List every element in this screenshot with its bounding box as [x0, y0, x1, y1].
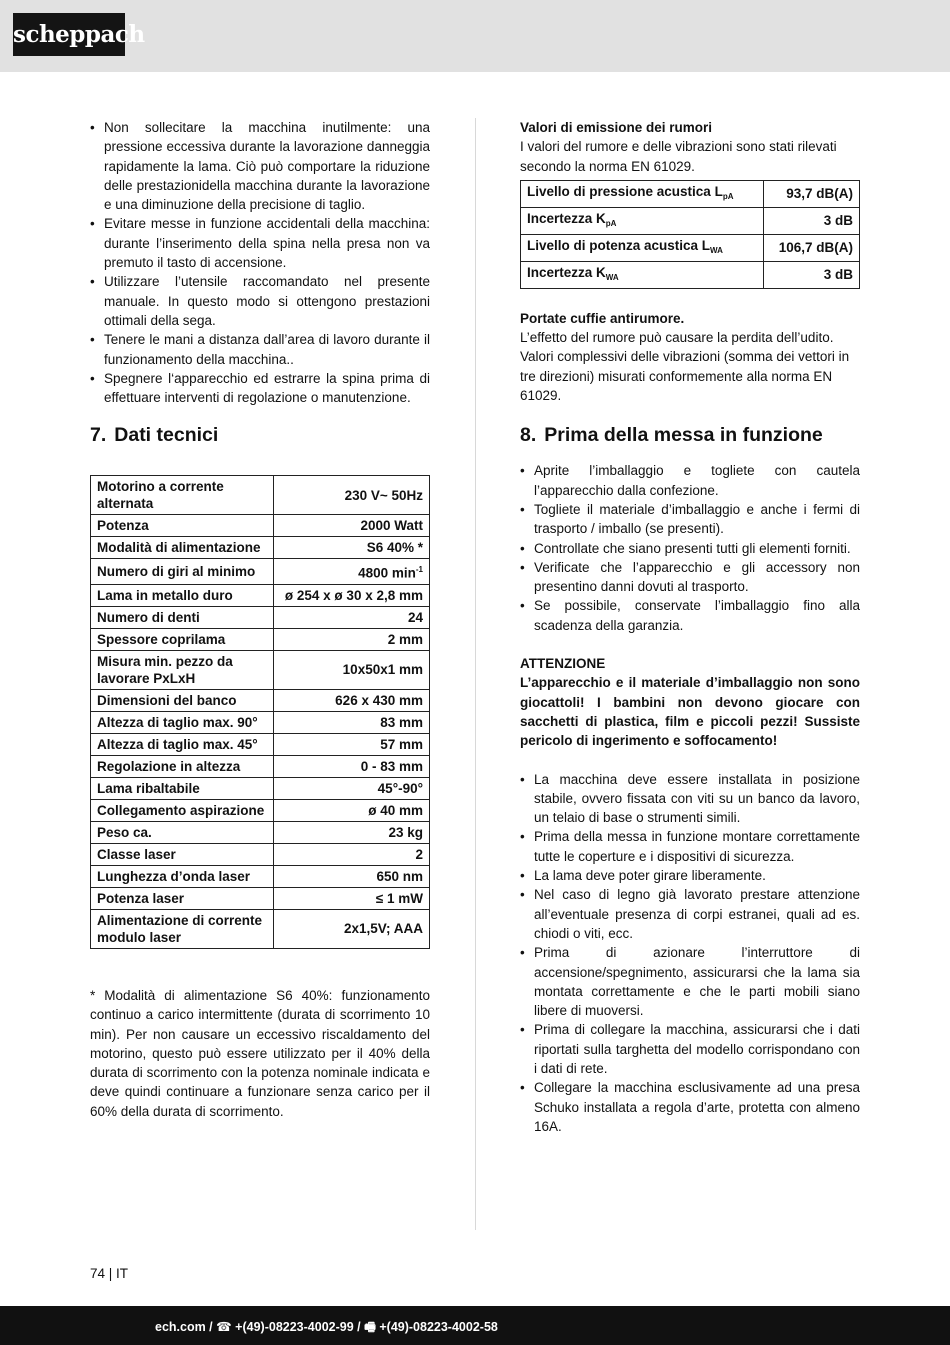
table-row: [91, 584, 430, 606]
list-item: • Verificate che l’apparecchio e gli accessory non presentino danni dovuti al trasporto.: [520, 558, 860, 597]
list-item: • Controllate che siano presenti tutti gli elementi forniti.: [520, 539, 860, 558]
ear-protection-text: L’effetto del rumore può causare la perdita dell’udito. Valori complessivi delle vibrazioni (somma dei vettori in tre direzioni) misurati conformemente alla norma EN 61029.: [520, 330, 850, 404]
warning-heading: ATTENZIONE: [520, 656, 606, 672]
noise-heading: Valori di emissione dei rumori: [520, 120, 713, 135]
table-row: [91, 887, 430, 909]
right-column: [520, 118, 860, 1136]
noise-label-text: Incertezza K: [527, 210, 606, 226]
noise-label: [521, 207, 764, 234]
list-item: • Se possibile, conservate l’imballaggio fino alla scadenza della garanzia.: [520, 596, 860, 635]
spec-value-text: 10x50x1 mm: [342, 662, 423, 678]
page-footer: [0, 1306, 950, 1345]
list-item: • Nel caso di legno già lavorato prestare attenzione all’eventuale presenza di corpi estranei, quali ad es. chiodi o viti, ecc.: [520, 885, 860, 943]
spec-label: Potenza laser: [91, 887, 274, 909]
technical-data-table: [90, 475, 430, 949]
section-8-heading: [520, 423, 860, 447]
spec-value: [274, 799, 430, 821]
spec-label: Dimensioni del banco: [91, 689, 274, 711]
spec-value-text: 626 x 430 mm: [335, 692, 423, 708]
unit-exponent: -1: [415, 565, 423, 575]
table-row: [91, 537, 430, 559]
spec-value-text: 24: [407, 609, 423, 625]
noise-value: 93,7 dB(A): [764, 180, 860, 207]
spec-value: [274, 821, 430, 843]
spec-value: [274, 584, 430, 606]
noise-label: [521, 261, 764, 288]
spec-label: Lunghezza d’onda laser: [91, 865, 274, 887]
section-number: 8.: [520, 424, 537, 447]
noise-value: 3 dB: [764, 207, 860, 234]
spec-label: Spessore coprilama: [91, 628, 274, 650]
spec-value-text: 650 nm: [376, 868, 423, 884]
list-item: • Prima di collegare la macchina, assicurarsi che i dati riportati sulla targhetta del modello corrispondano con i dati di rete.: [520, 1020, 860, 1078]
table-row: [521, 207, 860, 234]
table-row: [91, 650, 430, 689]
table-row: [91, 821, 430, 843]
spec-value-text: 2: [415, 846, 423, 862]
spec-value: [274, 777, 430, 799]
page-number: 74 | IT: [90, 1266, 129, 1281]
noise-label-text: Livello di potenza acustica L: [527, 237, 711, 253]
spec-value: [274, 755, 430, 777]
spec-value: [274, 711, 430, 733]
noise-label-subscript: WA: [710, 245, 723, 255]
installation-bullet-list: [520, 770, 860, 1137]
table-row: [91, 755, 430, 777]
spec-value-text: 45°-90°: [377, 780, 423, 796]
operating-mode-footnote: * Modalità di alimentazione S6 40%: funzionamento continuo a carico intermittente (durata di scorrimento 10 min). Per non causare un eccessivo riscaldamento del motorino, questo può essere utilizzato per il 40% della durata di scorrimento con la potenza nominale indicata e deve quindi continuare a funzionare senza carico per il 60% della durata di scorrimento.: [90, 987, 430, 1119]
list-item: • Spegnere l‘apparecchio ed estrarre la spina prima di effettuare interventi di regolazione o manutenzione.: [90, 369, 430, 408]
noise-label-text: Incertezza K: [527, 264, 606, 280]
noise-label: [521, 180, 764, 207]
spec-value: [274, 843, 430, 865]
table-row: [91, 711, 430, 733]
noise-value: 106,7 dB(A): [764, 234, 860, 261]
table-row: [521, 180, 860, 207]
list-item: • Aprite l’imballaggio e togliete con cautela l’apparecchio dalla confezione.: [520, 461, 860, 500]
spec-value: [274, 515, 430, 537]
spec-value: [274, 559, 430, 585]
spec-value-text: 2000 Watt: [360, 518, 423, 534]
column-divider: [475, 118, 476, 1230]
spec-value-text: 83 mm: [380, 714, 423, 730]
section-number: 7.: [90, 424, 107, 447]
list-item: • Tenere le mani a distanza dall’area di lavoro durante il funzionamento della macchina..: [90, 330, 430, 369]
table-row: [91, 606, 430, 628]
table-row: [91, 559, 430, 585]
spec-label: Altezza di taglio max. 45°: [91, 733, 274, 755]
list-item: • Prima della messa in funzione montare correttamente tutte le coperture e i dispositivi di sicurezza.: [520, 827, 860, 866]
warning-text: L’apparecchio e il materiale d’imballaggio non sono giocattoli! I bambini non devono giocare con sacchetti di plastica, film e piccoli pezzi! Sussiste pericolo di ingerimento e soffocamento!: [520, 675, 860, 749]
table-row: [521, 261, 860, 288]
spec-label: Lama in metallo duro: [91, 584, 274, 606]
footer-contact: ech.com / ☎ +(49)-08223-4002-99 / 🖷 +(49)-08223-4002-58: [155, 1320, 498, 1334]
table-row: [521, 234, 860, 261]
noise-label: [521, 234, 764, 261]
list-item: • Non sollecitare la macchina inutilmente: una pressione eccessiva durante la lavorazione danneggia rapidamente la lama. Ciò può comportare la riduzione delle prestazionidella macchina durante la lavorazione e una diminuzione della precisione di taglio.: [90, 118, 430, 214]
list-item: • Togliete il materiale d’imballaggio e anche i fermi di trasporto / imballo (se presenti).: [520, 500, 860, 539]
list-item: • Collegare la macchina esclusivamente ad una presa Schuko installata a regola d’arte, protetta con almeno 16A.: [520, 1078, 860, 1136]
spec-label: Motorino a corrente alternata: [91, 476, 274, 515]
left-column: [90, 118, 430, 1121]
table-row: [91, 628, 430, 650]
table-row: [91, 909, 430, 948]
spec-label: Numero di giri al minimo: [91, 559, 274, 585]
noise-label-subscript: pA: [605, 218, 617, 228]
list-item: • Utilizzare l’utensile raccomandato nel presente manuale. In questo modo si ottengono prestazioni ottimali della sega.: [90, 272, 430, 330]
noise-value: 3 dB: [764, 261, 860, 288]
spec-value-text: 4800 min: [358, 565, 416, 581]
section-7-heading: [90, 423, 430, 447]
spec-label: Classe laser: [91, 843, 274, 865]
spec-label: Collegamento aspirazione: [91, 799, 274, 821]
spec-label: Misura min. pezzo da lavorare PxLxH: [91, 650, 274, 689]
section-title: Prima della messa in funzione: [544, 424, 823, 447]
table-row: [91, 733, 430, 755]
spec-value: [274, 689, 430, 711]
spec-value-text: ≤ 1 mW: [375, 890, 423, 906]
spec-value: [274, 606, 430, 628]
noise-intro: I valori del rumore e delle vibrazioni sono stati rilevati secondo la norma EN 61029.: [520, 139, 837, 174]
section-title: Dati tecnici: [114, 424, 219, 447]
spec-label: Lama ribaltabile: [91, 777, 274, 799]
spec-value: [274, 476, 430, 515]
spec-value-text: 57 mm: [380, 736, 423, 752]
spec-value: [274, 650, 430, 689]
unpacking-bullet-list: [520, 461, 860, 635]
spec-label: Peso ca.: [91, 821, 274, 843]
spec-value: [274, 733, 430, 755]
spec-value-text: 2 mm: [387, 631, 423, 647]
table-row: [91, 689, 430, 711]
table-row: [91, 865, 430, 887]
noise-label-subscript: pA: [722, 191, 734, 201]
spec-value-text: 0 - 83 mm: [360, 758, 423, 774]
table-row: [91, 777, 430, 799]
spec-label: Regolazione in altezza: [91, 755, 274, 777]
spec-value-text: ø 40 mm: [368, 802, 423, 818]
spec-label: Potenza: [91, 515, 274, 537]
spec-value-text: 230 V~ 50Hz: [344, 487, 423, 503]
spec-label: Alimentazione di corrente modulo laser: [91, 909, 274, 948]
table-row: [91, 799, 430, 821]
spec-value: [274, 865, 430, 887]
list-item: • Evitare messe in funzione accidentali della macchina: durante l’inserimento della spina nella presa non va premuto il tasto di accensione.: [90, 214, 430, 272]
spec-value-text: 2x1,5V; AAA: [343, 921, 423, 937]
spec-label: Modalità di alimentazione: [91, 537, 274, 559]
spec-label: Altezza di taglio max. 90°: [91, 711, 274, 733]
brand-logo: scheppach: [13, 13, 125, 56]
page-header: [0, 0, 950, 72]
table-row: [91, 843, 430, 865]
ear-protection-heading: Portate cuffie antirumore.: [520, 310, 685, 326]
spec-value: [274, 628, 430, 650]
list-item: • La lama deve poter girare liberamente.: [520, 866, 860, 885]
spec-value: [274, 537, 430, 559]
noise-label-subscript: WA: [605, 272, 619, 282]
spec-value: [274, 887, 430, 909]
spec-value-text: S6 40% *: [366, 540, 423, 556]
noise-values-table: [520, 180, 860, 289]
table-row: [91, 515, 430, 537]
table-row: [91, 476, 430, 515]
list-item: • La macchina deve essere installata in posizione stabile, ovvero fissata con viti su un banco da lavoro, un telaio di base o strumenti simili.: [520, 770, 860, 828]
spec-value: [274, 909, 430, 948]
list-item: • Prima di azionare l’interruttore di accensione/spegnimento, assicurarsi che la lama sia montata correttamente e che le parti mobili siano libere di muoversi.: [520, 943, 860, 1020]
spec-value-text: 23 kg: [388, 824, 423, 840]
safety-bullet-list: [90, 118, 430, 407]
spec-label: Numero di denti: [91, 606, 274, 628]
noise-label-text: Livello di pressione acustica L: [527, 183, 723, 199]
spec-value-text: ø 254 x ø 30 x 2,8 mm: [284, 587, 423, 603]
